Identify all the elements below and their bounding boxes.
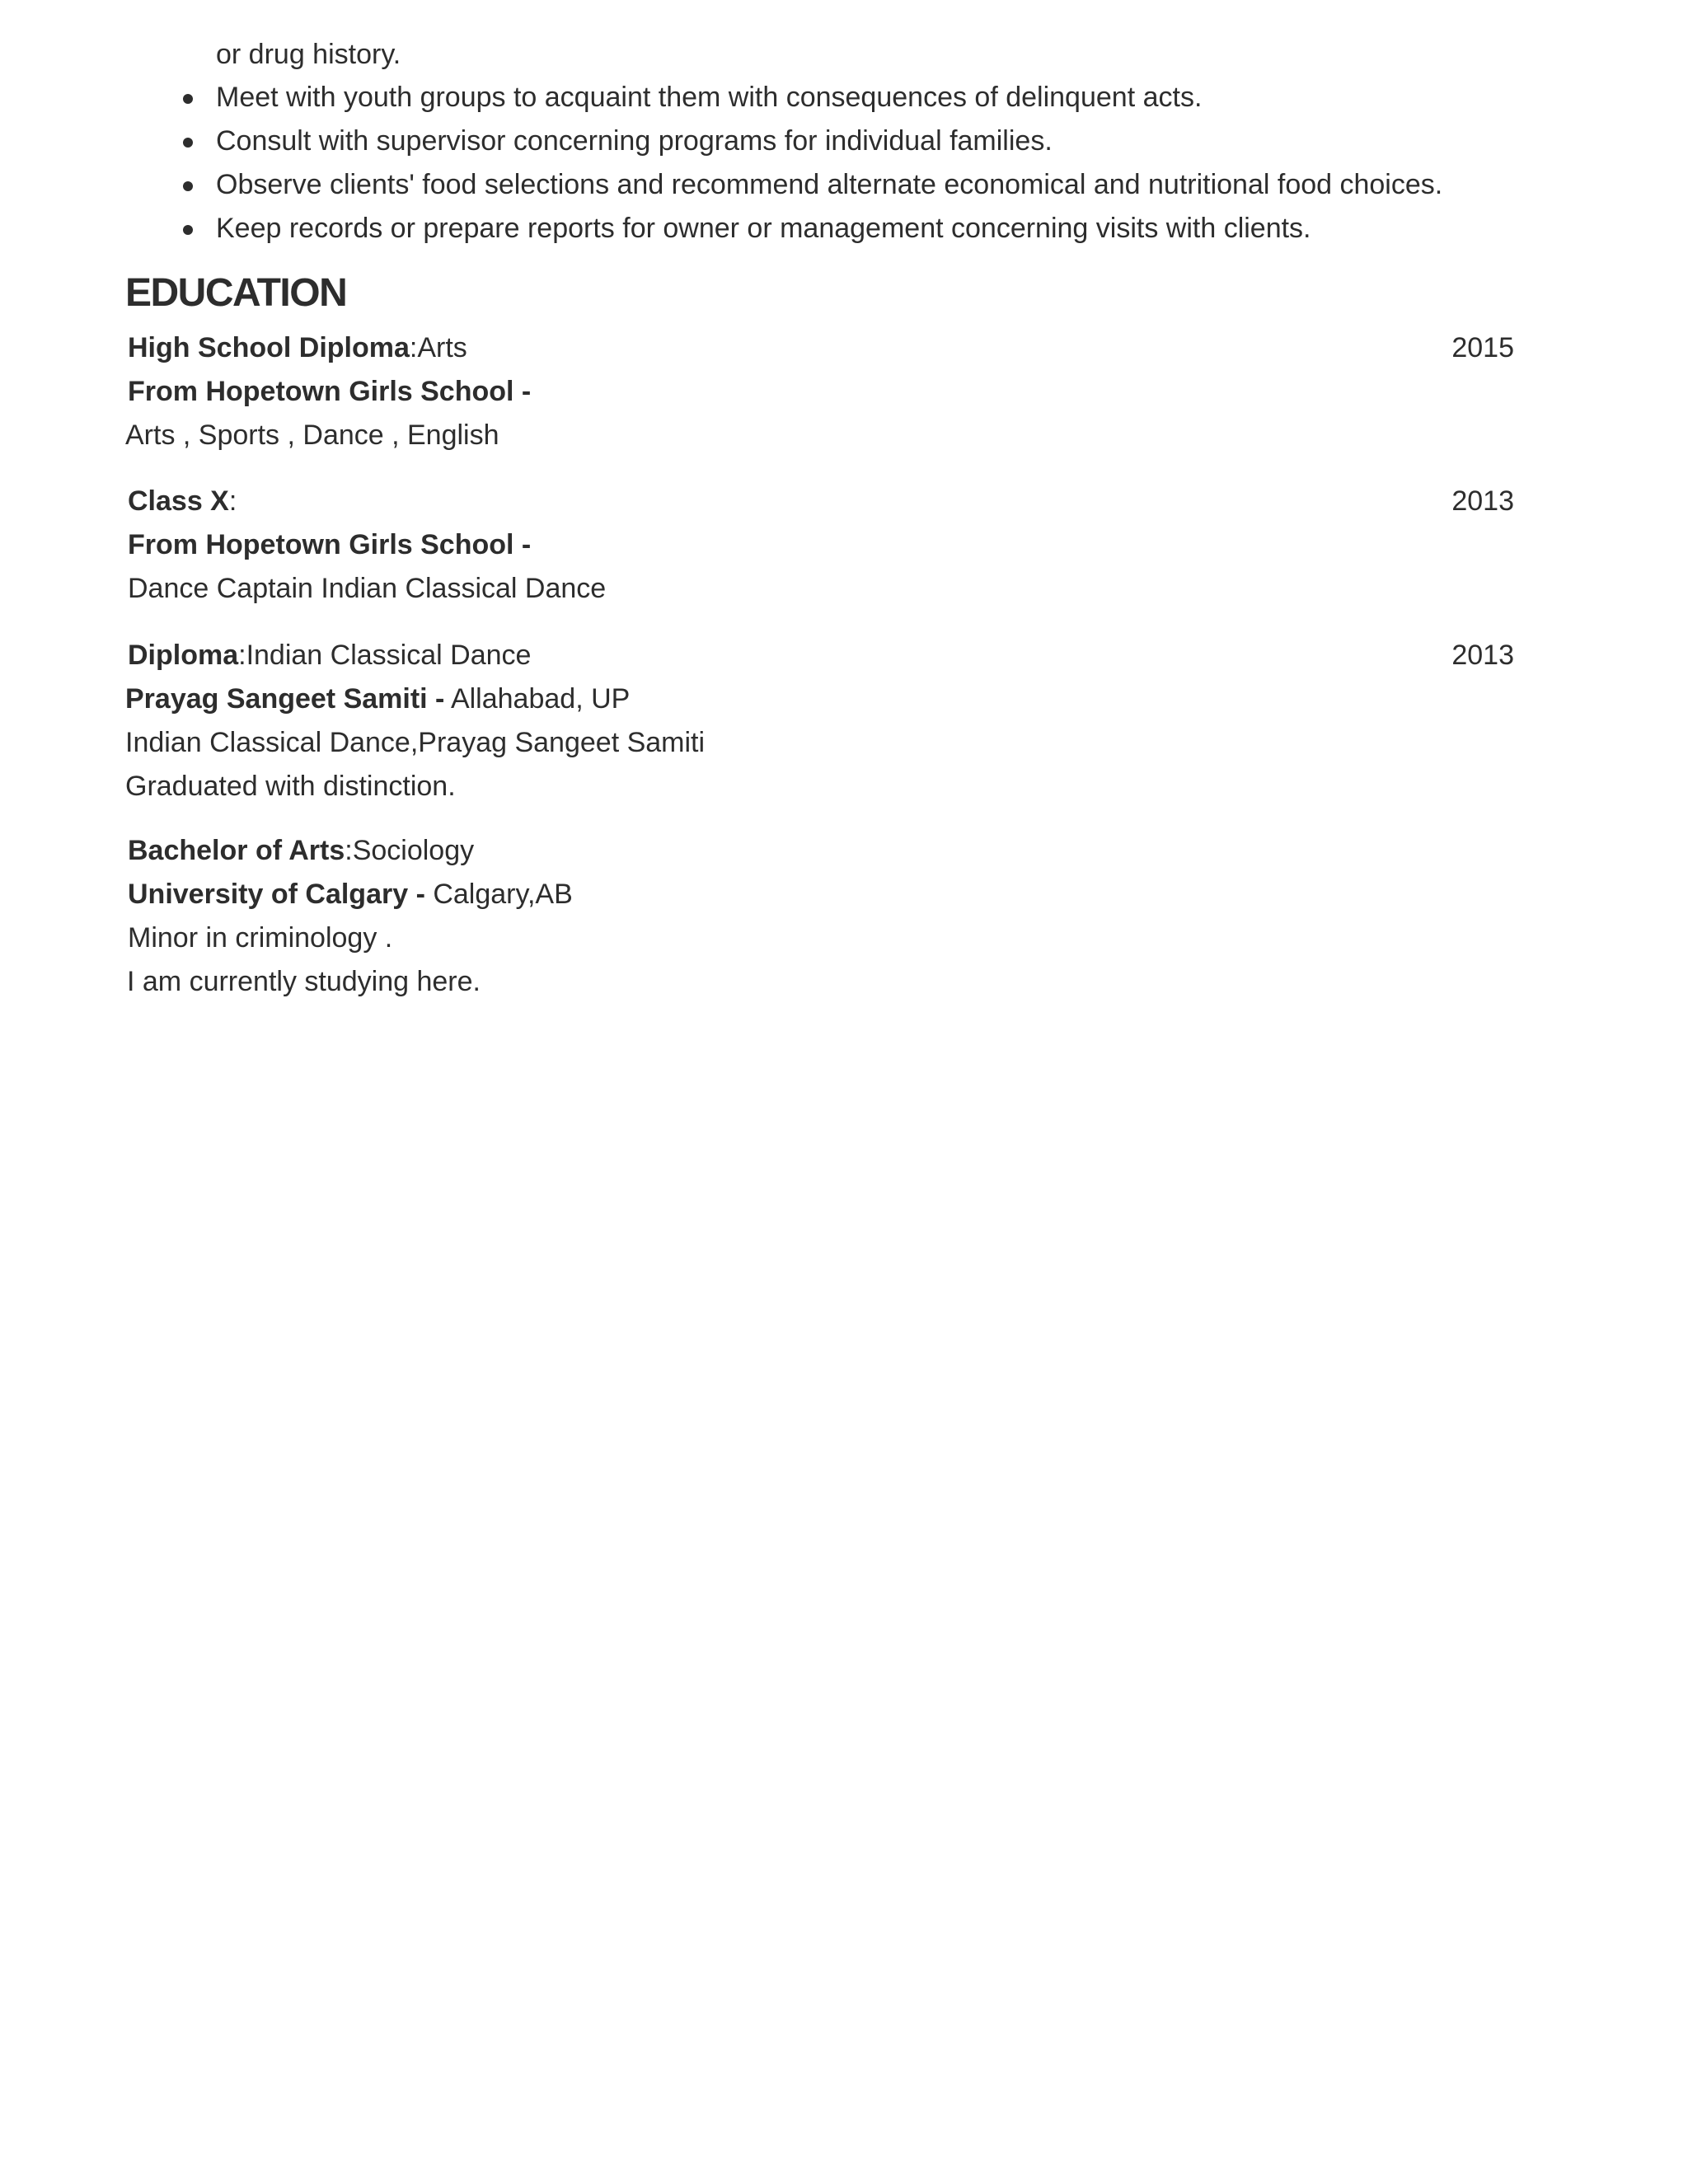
education-detail: Minor in criminology .: [128, 922, 393, 954]
degree-separator: :: [228, 485, 237, 517]
education-detail: Graduated with distinction.: [125, 771, 456, 802]
education-heading: EDUCATION: [125, 271, 347, 315]
school-name: Prayag Sangeet Samiti -: [125, 683, 445, 715]
degree-line: [128, 831, 474, 874]
education-detail: Dance Captain Indian Classical Dance: [128, 573, 607, 604]
education-entry: [128, 481, 1514, 612]
education-entry: [128, 831, 1514, 1005]
bullet-dot-icon: [183, 138, 193, 148]
degree-field: Indian Classical Dance: [246, 640, 532, 671]
degree-field: Sociology: [352, 835, 475, 866]
bullet-item: [0, 77, 1442, 121]
degree-separator: :: [345, 835, 353, 866]
degree-separator: :: [238, 640, 246, 671]
degree-name: Diploma: [128, 640, 239, 671]
bullet-item: [0, 165, 1442, 209]
school-location: Allahabad, UP: [450, 683, 631, 715]
degree-line: [128, 635, 531, 679]
degree-line: [128, 328, 467, 372]
education-entry: [125, 635, 1514, 810]
bullet-text: Meet with youth groups to acquaint them with consequences of delinquent acts.: [216, 82, 1203, 113]
education-year: 2013: [1451, 640, 1514, 671]
education-detail: Arts , Sports , Dance , English: [125, 419, 499, 451]
bullet-dot-icon: [183, 94, 193, 104]
degree-separator: :: [409, 332, 418, 363]
bullet-item: [0, 121, 1442, 165]
school-name: University of Calgary -: [128, 879, 425, 910]
degree-field: Arts: [417, 332, 467, 363]
school-name: From Hopetown Girls School -: [128, 376, 532, 407]
degree-name: High School Diploma: [128, 332, 410, 363]
bullet-dot-icon: [183, 225, 193, 235]
continued-bullet-text: or drug history.: [216, 39, 401, 70]
bullet-text: Consult with supervisor concerning programs for individual families.: [216, 125, 1053, 157]
bullet-text: Observe clients' food selections and recommend alternate economical and nutritional food choices.: [216, 169, 1443, 200]
school-location: Calgary,AB: [433, 879, 573, 910]
degree-name: Class X: [128, 485, 229, 517]
education-detail: Indian Classical Dance,Prayag Sangeet Samiti: [125, 727, 706, 758]
degree-name: Bachelor of Arts: [128, 835, 345, 866]
bullet-text: Keep records or prepare reports for owner or management concerning visits with clients.: [216, 213, 1311, 244]
bullet-dot-icon: [183, 181, 193, 191]
bullet-item: [0, 209, 1442, 252]
education-entry: [125, 328, 1514, 459]
school-name: From Hopetown Girls School -: [128, 529, 532, 560]
education-year: 2013: [1451, 485, 1514, 517]
duties-bullet-list: [0, 77, 1442, 252]
education-year: 2015: [1451, 332, 1514, 363]
education-detail: I am currently studying here.: [127, 966, 481, 997]
degree-line: [128, 481, 237, 525]
